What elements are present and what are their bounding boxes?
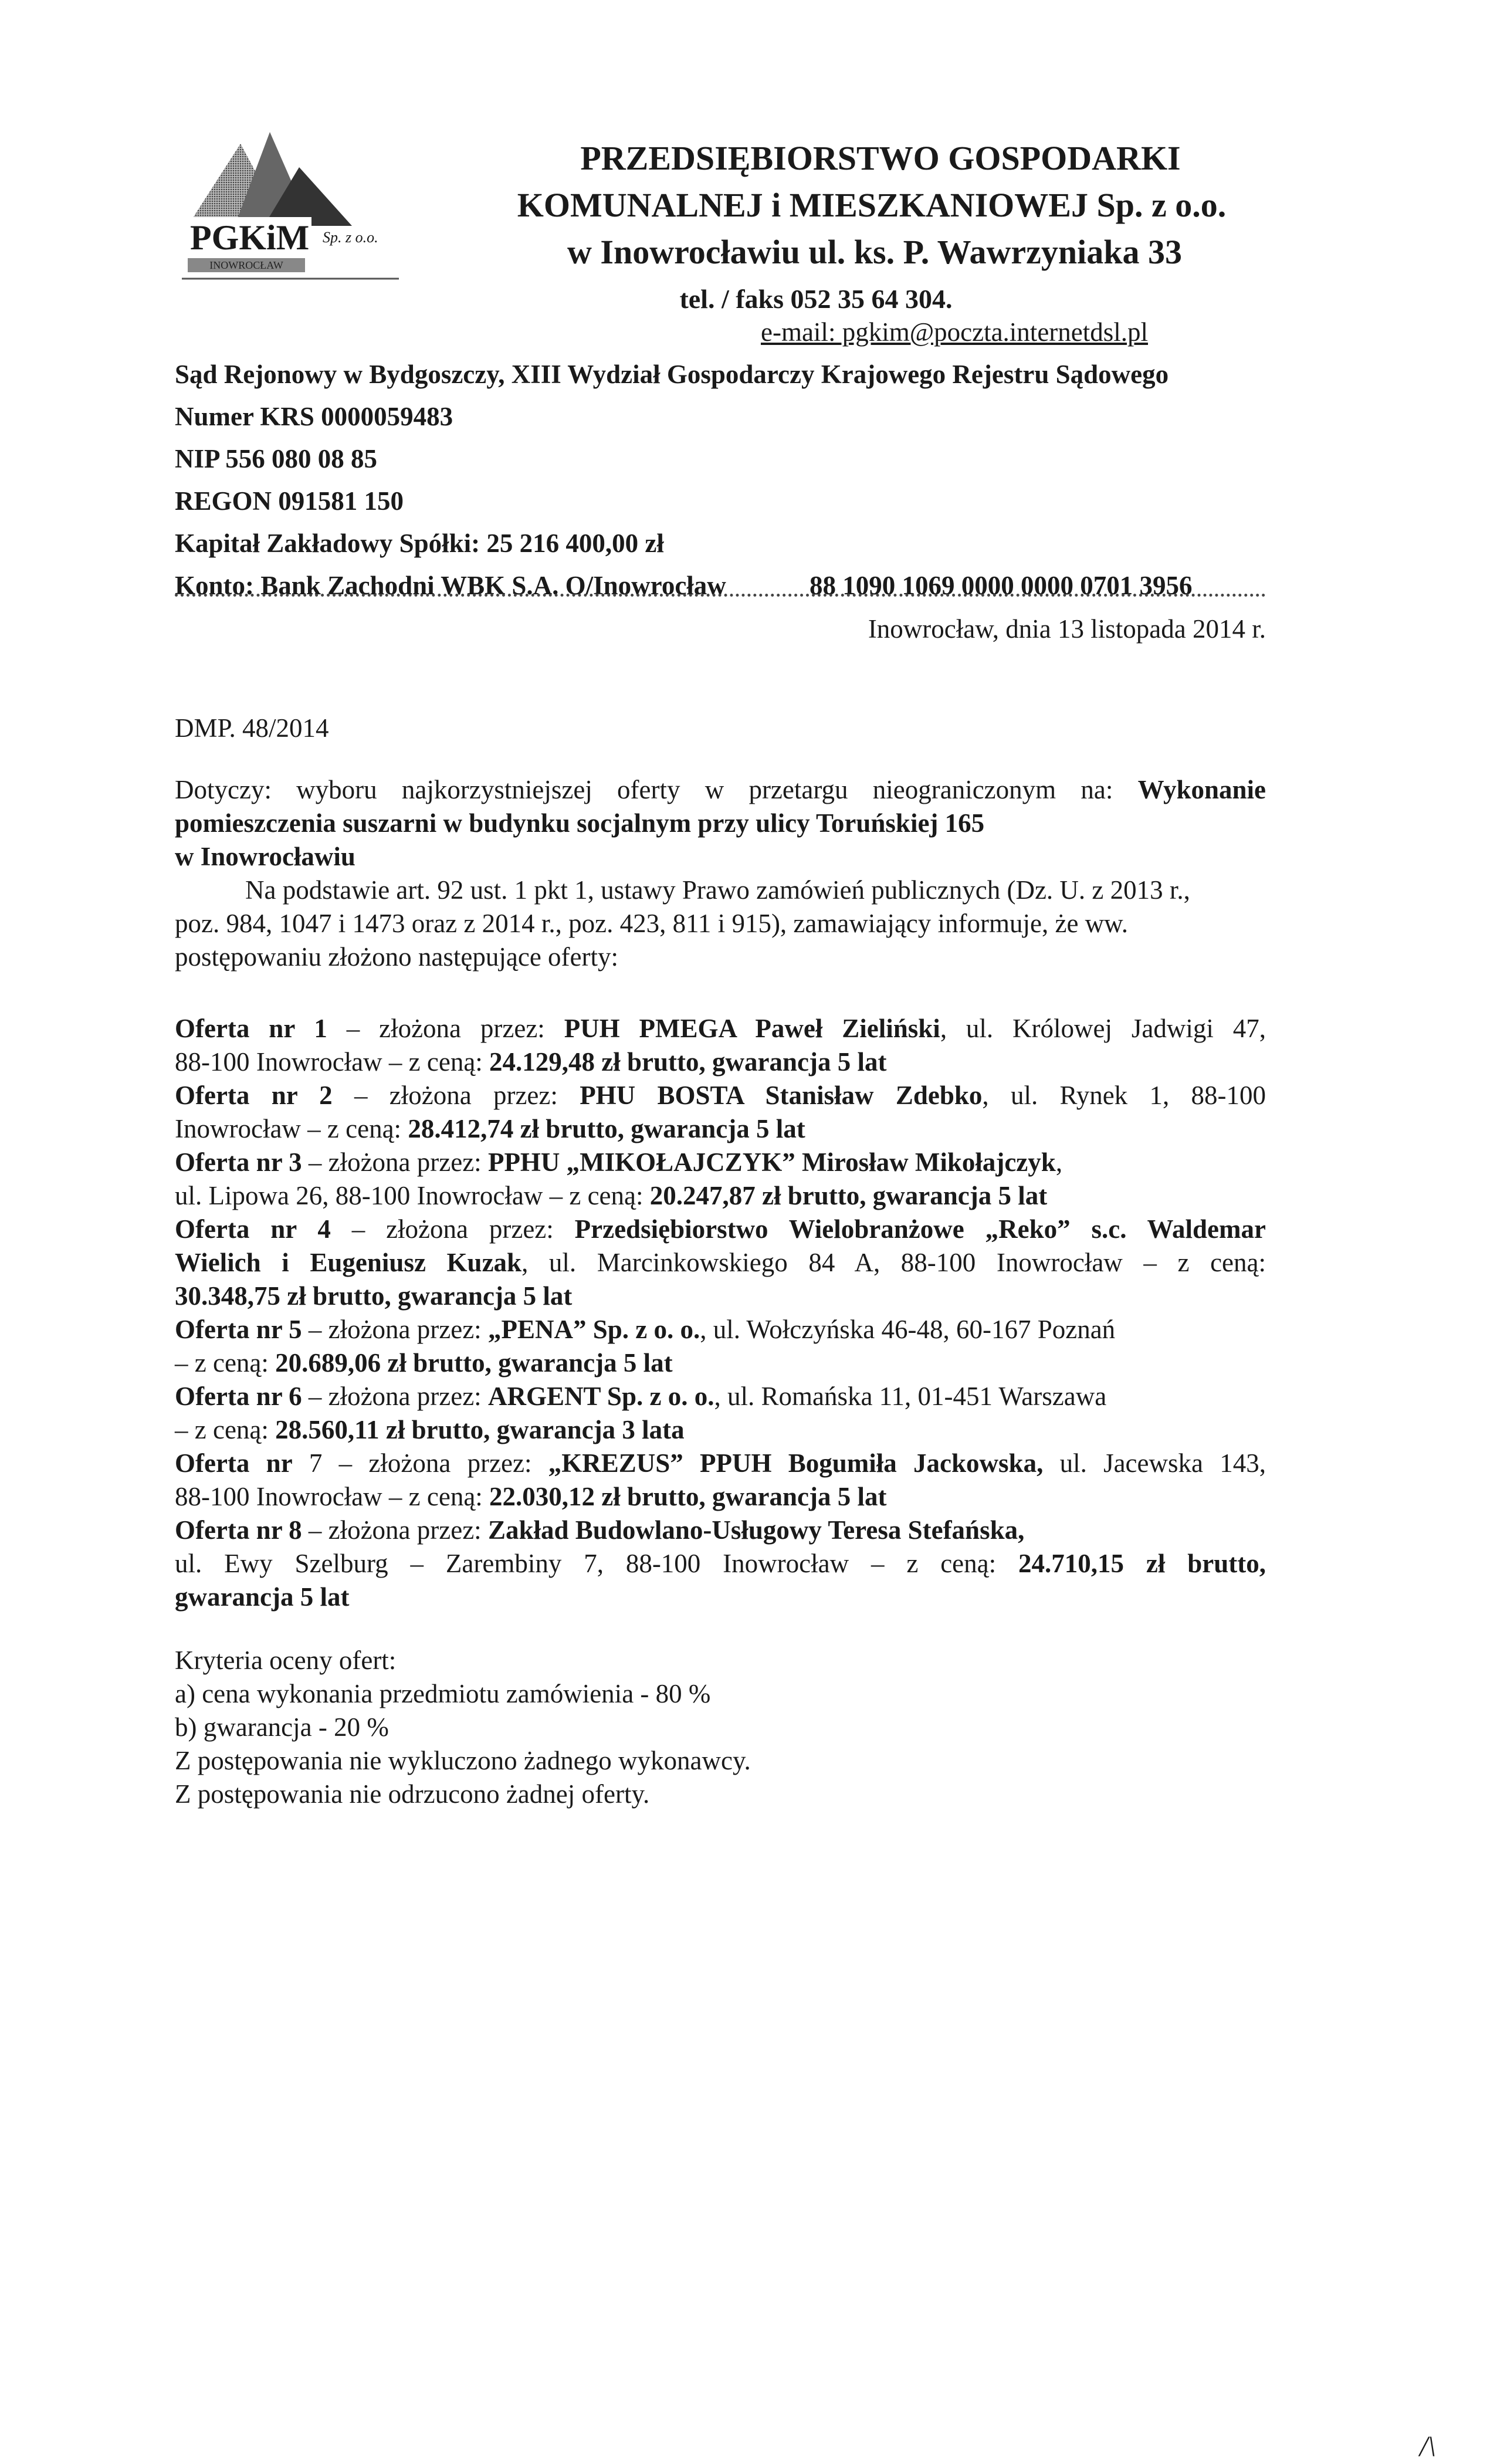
offer-line xyxy=(175,1413,1266,1447)
bold-text: 22.030,12 zł brutto, gwarancja 5 lat xyxy=(489,1482,887,1511)
intro-line xyxy=(175,907,1266,940)
text: ul. Lipowa 26, 88-100 Inowrocław – z ceną: xyxy=(175,1181,650,1210)
text: – złożona przez: xyxy=(302,1148,488,1177)
bold-text: Oferta nr 8 xyxy=(175,1515,302,1545)
offer-line xyxy=(175,1213,1266,1246)
text: ul. Ewy Szelburg – Zarembiny 7, 88-100 Inowrocław – z ceną: xyxy=(175,1549,1019,1578)
text: , ul. Marcinkowskiego 84 A, 88-100 Inowrocław – z ceną: xyxy=(521,1248,1266,1277)
text: , ul. Królowej Jadwigi 47, xyxy=(940,1014,1266,1043)
offer-line xyxy=(175,1280,1266,1313)
company-header xyxy=(0,135,1497,323)
text: , xyxy=(1055,1148,1063,1177)
bank-account-number: 88 1090 1069 0000 0000 0701 3956 xyxy=(810,571,1193,600)
offer-line xyxy=(175,1346,1266,1380)
text: – złożona przez: xyxy=(330,1214,575,1244)
bold-text: 24.129,48 zł brutto, gwarancja 5 lat xyxy=(489,1047,887,1077)
text: – złożona przez: xyxy=(302,1315,488,1344)
bold-text: „KREZUS” PPUH Bogumiła Jackowska, xyxy=(548,1448,1044,1478)
bold-text: 20.689,06 zł brutto, gwarancja 5 lat xyxy=(275,1348,673,1377)
intro-line xyxy=(175,940,1266,974)
criteria-heading: Kryteria oceny ofert: xyxy=(175,1646,397,1675)
dotted-divider xyxy=(175,594,1266,597)
intro-line xyxy=(175,840,1266,874)
text: – złożona przez: xyxy=(302,1515,488,1545)
no-rejections: Z postępowania nie odrzucono żadnej oferty. xyxy=(175,1779,650,1809)
bank-account-label: Konto: Bank Zachodni WBK S.A. O/Inowrocław xyxy=(175,571,726,600)
offer-line xyxy=(175,1179,1266,1213)
bold-text: Oferta nr xyxy=(175,1448,293,1478)
criteria-warranty: b) gwarancja - 20 % xyxy=(175,1712,389,1742)
page-mark: /\ xyxy=(1420,2429,1436,2462)
text: 88-100 Inowrocław – z ceną: xyxy=(175,1047,490,1077)
nip-number: NIP 556 080 08 85 xyxy=(175,444,378,473)
bold-text: Oferta nr 5 xyxy=(175,1315,302,1344)
intro-line xyxy=(175,874,1266,907)
registry-info xyxy=(175,353,1193,607)
text: 88-100 Inowrocław – z ceną: xyxy=(175,1482,490,1511)
bold-text: 20.247,87 zł brutto, gwarancja 5 lat xyxy=(649,1181,1048,1210)
bold-text: Wykonanie xyxy=(1137,775,1266,804)
bold-text: Oferta nr 2 xyxy=(175,1081,333,1110)
text: , ul. Wołczyńska 46-48, 60-167 Poznań xyxy=(700,1315,1116,1344)
text: – z ceną: xyxy=(175,1415,276,1444)
text: poz. 984, 1047 i 1473 oraz z 2014 r., poz. 423, 811 i 915), zamawiający informuje, że ww. xyxy=(175,909,1128,938)
company-address: w Inowrocławiu ul. ks. P. Wawrzyniaka 33 xyxy=(567,233,1182,271)
bold-text: 24.710,15 zł brutto, xyxy=(1018,1549,1266,1578)
offer-line xyxy=(175,1380,1266,1413)
text: postępowaniu złożono następujące oferty: xyxy=(175,942,618,972)
text: – z ceną: xyxy=(175,1348,276,1377)
text: – złożona przez: xyxy=(327,1014,564,1043)
regon-number: REGON 091581 150 xyxy=(175,486,404,516)
bold-text: PUH PMEGA Paweł Zieliński xyxy=(564,1014,940,1043)
text: – złożona przez: xyxy=(332,1081,580,1110)
bold-text: gwarancja 5 lat xyxy=(175,1582,350,1612)
text: Na podstawie art. 92 ust. 1 pkt 1, ustawy Prawo zamówień publicznych (Dz. U. z 2013 r., xyxy=(245,875,1190,905)
offers-list xyxy=(175,1012,1266,1614)
offer-line xyxy=(175,1112,1266,1146)
bold-text: Oferta nr 6 xyxy=(175,1382,302,1411)
bank-account xyxy=(175,564,1193,607)
reference-number: DMP. 48/2014 xyxy=(175,713,329,743)
text: – złożona przez: xyxy=(302,1382,488,1411)
offer-line xyxy=(175,1079,1266,1112)
company-email[interactable]: e-mail: pgkim@poczta.internetdsl.pl xyxy=(761,317,1149,347)
company-phone: tel. / faks 052 35 64 304. xyxy=(679,284,953,314)
bold-text: „PENA” Sp. z o. o. xyxy=(487,1315,700,1344)
text: Inowrocław – z ceną: xyxy=(175,1114,408,1143)
intro-line xyxy=(175,773,1266,807)
logo-text: PGKiM xyxy=(188,217,311,258)
text: , ul. Rynek 1, 88-100 xyxy=(982,1081,1266,1110)
bold-text: Wielich i Eugeniusz Kuzak xyxy=(175,1248,522,1277)
logo-city: INOWROCŁAW xyxy=(188,258,305,272)
criteria-price: a) cena wykonania przedmiotu zamówienia - 80 % xyxy=(175,1679,711,1708)
offer-line xyxy=(175,1514,1266,1547)
company-name-line-2: KOMUNALNEJ i MIESZKANIOWEJ Sp. z o.o. xyxy=(517,186,1227,224)
intro-paragraph xyxy=(175,773,1266,974)
text: 7 – złożona przez: xyxy=(292,1448,548,1478)
bold-text: Oferta nr 4 xyxy=(175,1214,331,1244)
bold-text: PPHU „MIKOŁAJCZYK” Mirosław Mikołajczyk xyxy=(487,1148,1056,1177)
share-capital: Kapitał Zakładowy Spółki: 25 216 400,00 zł xyxy=(175,529,664,558)
bold-text: w Inowrocławiu xyxy=(175,842,355,871)
bold-text: 30.348,75 zł brutto, gwarancja 5 lat xyxy=(175,1281,573,1311)
bold-text: PHU BOSTA Stanisław Zdebko xyxy=(580,1081,983,1110)
intro-line xyxy=(175,807,1266,840)
no-exclusions: Z postępowania nie wykluczono żadnego wykonawcy. xyxy=(175,1746,751,1775)
bold-text: Zakład Budowlano-Usługowy Teresa Stefańska, xyxy=(487,1515,1025,1545)
bold-text: 28.412,74 zł brutto, gwarancja 5 lat xyxy=(408,1114,805,1143)
offer-line xyxy=(175,1313,1266,1346)
bold-text: pomieszczenia suszarni w budynku socjalnym przy ulicy Toruńskiej 165 xyxy=(175,808,985,838)
document-date: Inowrocław, dnia 13 listopada 2014 r. xyxy=(868,614,1266,644)
criteria-section xyxy=(175,1644,1266,1811)
logo-suffix: Sp. z o.o. xyxy=(323,229,378,246)
offer-line xyxy=(175,1547,1266,1580)
offer-line xyxy=(175,1045,1266,1079)
offer-line xyxy=(175,1146,1266,1179)
bold-text: 28.560,11 zł brutto, gwarancja 3 lata xyxy=(275,1415,685,1444)
offer-line xyxy=(175,1246,1266,1280)
offer-line xyxy=(175,1012,1266,1045)
bold-text: ARGENT Sp. z o. o. xyxy=(487,1382,714,1411)
offer-line xyxy=(175,1580,1266,1614)
text: ul. Jacewska 143, xyxy=(1043,1448,1266,1478)
bold-text: Oferta nr 3 xyxy=(175,1148,302,1177)
bold-text: Przedsiębiorstwo Wielobranżowe „Reko” s.c. Waldemar xyxy=(574,1214,1266,1244)
text: , ul. Romańska 11, 01-451 Warszawa xyxy=(714,1382,1107,1411)
text: Dotyczy: wyboru najkorzystniejszej oferty w przetargu nieograniczonym na: xyxy=(175,775,1138,804)
court-registry: Sąd Rejonowy w Bydgoszczy, XIII Wydział Gospodarczy Krajowego Rejestru Sądowego xyxy=(175,360,1169,389)
bold-text: Oferta nr 1 xyxy=(175,1014,327,1043)
offer-line xyxy=(175,1480,1266,1514)
company-name-line-1: PRZEDSIĘBIORSTWO GOSPODARKI xyxy=(580,139,1181,177)
offer-line xyxy=(175,1447,1266,1480)
krs-number: Numer KRS 0000059483 xyxy=(175,402,453,431)
